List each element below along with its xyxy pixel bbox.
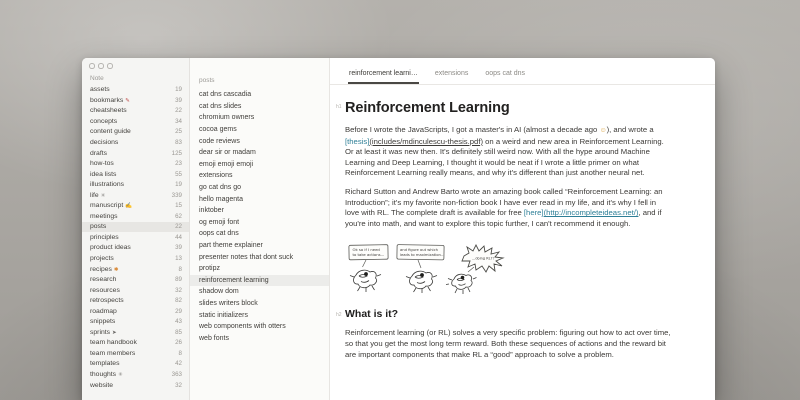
sidebar-item[interactable] [82,106,189,117]
sidebar-item-label-wrap [90,371,123,378]
sidebar-item-label: assets [90,86,110,94]
minimize-window-button[interactable] [98,63,104,69]
sidebar-item-label: illustrations [90,181,124,189]
sidebar-item-label: life [90,191,99,199]
sidebar-item-label: cheatsheets [90,107,127,115]
sidebar-item[interactable] [82,253,189,264]
post-list-item-label: slides writers block [199,299,258,307]
sidebar-item-label: decisions [90,139,119,146]
sidebar-item-count: 29 [175,307,182,315]
sidebar-item-label-wrap [90,107,129,114]
sidebar-item-label: roadmap [90,307,117,315]
sidebar-item-label: concepts [90,117,118,125]
post-list-item[interactable] [190,275,329,287]
comic-creature-1 [350,271,381,293]
h2-marker: h2 [336,312,342,319]
post-list-item-label: hello magenta [199,195,243,203]
post-list-item[interactable] [190,101,329,113]
rl-comic-figure [345,243,507,296]
posts-panel [190,58,330,400]
sidebar-item-label-wrap [90,360,121,367]
sidebar-item-label-wrap [90,192,105,199]
sidebar-item-label: templates [90,360,120,368]
post-list-item-label: cocoa gems [199,126,237,134]
sidebar-item[interactable] [82,274,189,285]
sidebar-item[interactable] [82,232,189,243]
sidebar-item-count: 32 [175,381,182,389]
sidebar-item-label-wrap [90,139,120,146]
post-list-item-label: cat dns slides [199,102,242,110]
sidebar-item-marker-icon: ✍ [125,203,133,210]
post-list-item[interactable] [190,309,329,321]
sidebar-item[interactable] [82,116,189,127]
p1-text-1: Before I wrote the JavaScripts, I got a master's in AI (almost a decade ago [345,125,600,134]
sidebar-item-label-wrap [90,318,117,325]
sidebar-item-count: 22 [175,223,182,231]
post-list-item-label: shadow dom [199,288,239,296]
post-list-item[interactable] [190,124,329,136]
p1-text-2: ), and wrote a [606,125,654,134]
sidebar-item[interactable] [82,85,189,96]
sidebar-item-label: snippets [90,318,116,326]
sidebar-item[interactable] [82,295,189,306]
post-list-item[interactable] [190,332,329,344]
decade-ago-emoji-icon: ☺ [599,127,607,134]
post-list-item-label: part theme explainer [199,242,263,250]
sidebar-item-label-wrap [90,150,109,157]
post-list-item-label: emoji emoji emoji [199,160,254,168]
post-list-item-label: chromium owners [199,114,255,122]
sidebar-item-label: bookmarks [90,96,124,104]
sidebar-item-label: posts [90,223,107,231]
sidebar-item-label-wrap [90,329,117,336]
sidebar-item[interactable] [82,327,189,338]
post-list-item[interactable] [190,217,329,229]
comic-bubble-2-line-2: leads to maximization... [400,253,445,258]
sidebar-item[interactable] [82,201,189,212]
post-list-item[interactable] [190,205,329,217]
tab-oops-cat-dns[interactable]: oops cat dns [485,70,526,77]
sidebar-item-label: product ideas [90,244,131,252]
post-list-item-label: inktober [199,207,224,215]
sidebar-item-label-wrap [90,202,132,209]
sidebar-item-count: 125 [171,149,182,157]
sidebar-item-label-wrap [90,223,108,230]
comic-bubble-1-line-2: to take actions... [352,252,385,258]
zoom-window-button[interactable] [107,63,113,69]
article-paragraph-1 [345,125,671,179]
sidebar-item-count: 42 [175,360,182,368]
sidebar-item-label: meetings [90,212,118,220]
sidebar-item-label-wrap [90,276,118,283]
sidebar-item-label-wrap [90,97,130,104]
comic-bubble-3: ...doing RL?! [472,256,494,261]
post-list-item[interactable] [190,193,329,205]
sidebar-item-label-wrap [90,297,126,304]
sidebar-item-count: 62 [175,212,182,220]
post-list-item[interactable] [190,298,329,310]
sidebar-item-count: 83 [175,139,182,146]
comic-bubble-2-line-1: and figure out which [400,248,438,253]
sidebar-item[interactable] [82,243,189,254]
post-list-item[interactable] [190,159,329,171]
post-list-item[interactable] [190,240,329,252]
sidebar-item-label-wrap [90,86,112,93]
sidebar-item-count: 19 [175,181,182,189]
post-list-item-label: protipz [199,265,221,273]
post-list-item[interactable] [190,286,329,298]
sidebar-item[interactable] [82,127,189,138]
sidebar-item-count: 43 [175,318,182,326]
post-list-item-label: og emoji font [199,218,240,226]
thesis-url-link[interactable]: (includes/mdinculescu-thesis.pdf) [369,136,484,146]
sidebar-item-label: resources [90,286,120,294]
sidebar-item[interactable] [82,348,189,359]
post-list-item[interactable] [190,321,329,333]
sidebar-item-label: principles [90,233,119,241]
sidebar-item[interactable] [82,285,189,296]
post-list-item-label: oops cat dns [199,230,239,238]
sidebar-item-count: 26 [175,339,182,347]
post-list-item-label: code reviews [199,137,240,145]
sidebar-item[interactable] [82,190,189,201]
sidebar-item-label: website [90,381,114,389]
sidebar-item-label: team handbook [90,339,137,347]
sidebar-item-label: recipes [90,265,112,273]
sidebar-item-label: team members [90,349,136,357]
post-list-item-label: web fonts [199,334,229,342]
sidebar-item-label-wrap [90,244,133,251]
post-list-item-label: static initializers [199,311,249,319]
sidebar-item[interactable] [82,137,189,148]
sidebar-item-label: manuscript [90,202,124,210]
tab-bar [330,58,715,85]
sidebar-item-count: 39 [175,96,182,104]
sidebar-item-marker-icon: ✳ [100,192,106,199]
sidebar-item-count: 8 [178,265,182,273]
post-list-item[interactable] [190,170,329,182]
sidebar-item-label: projects [90,255,114,263]
sidebar-item[interactable] [82,306,189,317]
sidebar-item[interactable] [82,264,189,275]
sidebar-item-count: 44 [175,233,182,241]
post-list-item-label: reinforcement learning [199,276,269,284]
sidebar-item[interactable] [82,369,189,380]
sidebar-item-label-wrap [90,382,115,389]
sidebar-item-label: drafts [90,149,107,157]
article-title-row [333,100,671,116]
article-title: Reinforcement Learning [345,100,510,116]
sidebar-item-label: how-tos [90,160,114,168]
sidebar-item[interactable] [82,359,189,370]
post-list-item[interactable] [190,263,329,275]
sidebar [82,58,190,400]
sidebar-item-label: idea lists [90,170,117,178]
post-list-item-label: dear sir or madam [199,149,256,157]
section-heading: What is it? [345,308,399,321]
sidebar-item-count: 82 [175,297,182,305]
sidebar-item-label-wrap [90,255,116,262]
p2-text-2: , and if you're into math, and want to explore this topic further, I can't recommend it enough. [345,208,662,228]
post-list-item[interactable] [190,112,329,124]
sidebar-item-label: content guide [90,128,131,136]
post-list-item[interactable] [190,251,329,263]
sidebar-item-label-wrap [90,118,119,125]
article-paragraph-2 [345,187,671,229]
post-list-item[interactable] [190,228,329,240]
sidebar-item-count: 34 [175,117,182,125]
sidebar-item[interactable] [82,317,189,328]
post-list-item[interactable] [190,89,329,101]
sidebar-item[interactable] [82,169,189,180]
section-heading-row [333,308,671,320]
sidebar-item[interactable] [82,380,189,391]
p1-text-3: on a weird and new area in Reinforcement Learning. Or at least it was new then. It's definitely still weird now. With all the hype around Machine Learning and Deep Learning, I thought it would be neat if I wrote a little primer on what Reinforcement Learning really means, and why it's different than just another neural net. [345,136,664,178]
sidebar-item-count: 23 [175,160,182,168]
post-list-item[interactable] [190,135,329,147]
sidebar-item-label: research [90,276,117,284]
sidebar-item-count: 363 [171,371,182,379]
sidebar-item-label-wrap [90,350,137,357]
incompleteideas-url-link[interactable]: (http://incompleteideas.net/) [543,208,639,218]
sidebar-item-label-wrap [90,234,121,241]
post-list-item[interactable] [190,182,329,194]
thesis-link[interactable]: [thesis] [345,136,370,146]
comic-creature-2 [406,272,437,294]
sidebar-item[interactable] [82,148,189,159]
comic-creature-3 [446,275,477,295]
sidebar-item-count: 13 [175,255,182,263]
post-list-item-label: cat dns cascadia [199,91,252,99]
close-window-button[interactable] [89,63,95,69]
sidebar-item[interactable] [82,222,189,233]
post-list-item-label: web components with otters [199,323,286,331]
sidebar-item-count: 25 [175,128,182,136]
sidebar-item-count: 32 [175,286,182,294]
post-list-item[interactable] [190,147,329,159]
sidebar-item[interactable] [82,95,189,106]
sidebar-item-count: 15 [175,202,182,210]
sidebar-item-marker-icon: ✳ [118,372,123,379]
sidebar-item-label: sprints [90,328,111,336]
sidebar-item-label-wrap [90,128,133,135]
post-list-item-label: extensions [199,172,233,180]
sidebar-item[interactable] [82,158,189,169]
sidebar-item-label: retrospects [90,297,124,305]
sidebar-item-count: 89 [175,276,182,284]
sidebar-item-label-wrap [90,339,139,346]
article-paragraph-3: Reinforcement learning (or RL) solves a very specific problem: figuring out how to act over time, so that you get the most long term reward. Both these sequences of actions and the reward bit are important components that make RL a “good” approach to solve a problem. [345,328,671,359]
sidebar-item[interactable] [82,338,189,349]
comic-bubble-1-line-1: Ok so if I need [352,247,380,253]
post-list-item-label: go cat dns go [199,184,242,192]
tab-reinforcement-learning[interactable]: reinforcement learni… [348,70,419,84]
sidebar-item-count: 55 [175,170,182,178]
sidebar-item-label-wrap [90,287,122,294]
post-list-item-label: presenter notes that dont suck [199,253,294,261]
main-content [330,58,715,400]
posts-list [190,89,329,344]
sidebar-item-label-wrap [90,160,116,167]
sidebar-item-count: 19 [175,86,182,94]
sidebar-item-marker-icon: ✎ [125,97,130,104]
sidebar-item-count: 339 [171,191,182,199]
sidebar-item-count: 85 [175,328,182,336]
p2-text-1: Richard Sutton and Andrew Barto wrote an amazing book called “Reinforcement Learning: an Introduction”; it's my favorite non-fiction book I have ever read in my life, and it's why I fell in love with RL. The complete draft is available for free [345,186,663,218]
h1-marker: h1 [336,104,342,110]
window-controls [82,58,189,69]
sidebar-item[interactable] [82,179,189,190]
sidebar-item-label-wrap [90,266,119,273]
sidebar-item[interactable] [82,211,189,222]
sidebar-item-label: thoughts [90,371,117,379]
sidebar-tag-list [82,85,189,391]
sidebar-item-marker-icon: ✱ [113,266,119,273]
article [330,85,715,360]
here-link[interactable]: [here] [523,208,544,218]
sidebar-item-count: 22 [175,107,182,115]
sidebar-item-count: 39 [175,244,182,252]
sidebar-item-label-wrap [90,171,118,178]
sidebar-item-label-wrap [90,181,126,188]
posts-panel-header: posts [199,77,215,84]
sidebar-item-label-wrap [90,308,119,315]
tab-extensions[interactable]: extensions [434,70,469,77]
notes-app-window [82,58,715,400]
sidebar-item-count: 8 [178,349,182,357]
sidebar-header: Note [90,74,104,82]
sidebar-item-label-wrap [90,213,120,220]
sidebar-item-marker-icon: ➤ [112,329,117,336]
